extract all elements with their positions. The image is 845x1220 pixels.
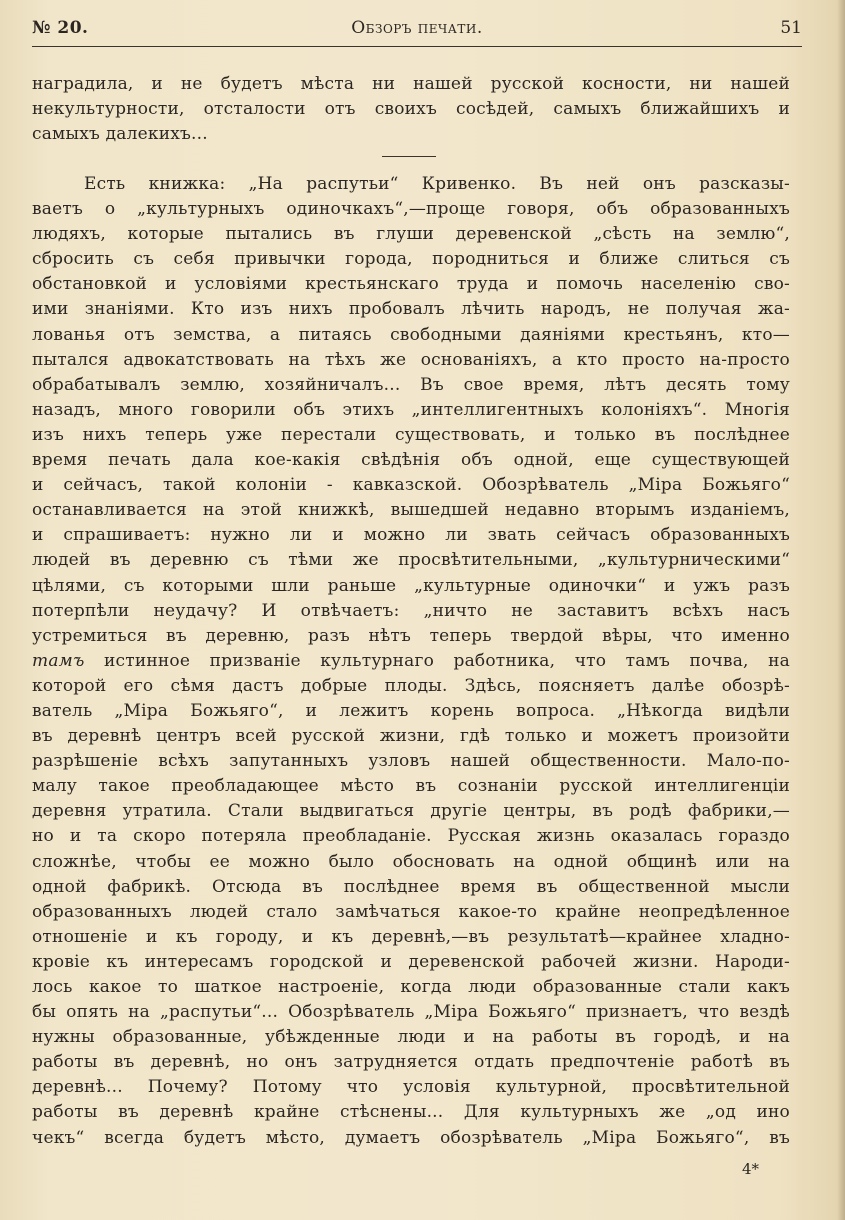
paragraph-1 [32,72,790,147]
section-separator [382,156,436,157]
text-line: бы опять на „распутьи“... Обозрѣватель „Міра Божьяго“ признаетъ, что вездѣ [32,1002,790,1023]
text-line: и спрашиваетъ: нужно ли и можно ли звать сейчасъ образованныхъ [32,525,790,546]
page-edge-shadow [837,0,845,1220]
text-line: назадъ, много говорили объ этихъ „интеллигентныхъ колоніяхъ“. Многія [32,399,790,420]
text-line: лованья отъ земства, а питаясь свободными даяніями крестьянъ, кто— [32,324,790,345]
text-line: останавливается на этой книжкѣ, вышедшей недавно вторымъ изданіемъ, [32,500,790,521]
text-line: отношеніе и къ городу, и къ деревнѣ,—въ результатѣ—крайнее хладно- [32,926,790,947]
text-line: цѣлями, съ которыми шли раньше „культурные одиночки“ и ужъ разъ [32,575,790,596]
text-line: самыхъ далекихъ... [32,124,208,145]
text-line: малу такое преобладающее мѣсто въ сознаніи русской интеллигенціи [32,776,790,797]
text-line: обрабатывалъ землю, хозяйничалъ... Въ свое время, лѣтъ десять тому [32,374,790,395]
text-line: наградила, и не будетъ мѣста ни нашей русской косности, ни нашей [32,74,790,94]
text-line: деревня утратила. Стали выдвигаться другіе центры, въ родѣ фабрики,— [32,801,790,822]
text-line: одной фабрикѣ. Отсюда въ послѣднее время въ общественной мысли [32,876,790,897]
text-line: которой его сѣмя дастъ добрые плоды. Здѣсь, поясняетъ далѣе обозрѣ- [32,675,790,696]
text-line: работы въ деревнѣ крайне стѣснены... Для культурныхъ же „од ино [32,1102,790,1123]
text-line: сложнѣе, чтобы ее можно было обосновать на одной общинѣ или на [32,851,790,872]
paragraph-2-lines-before [32,172,790,649]
text-line: сбросить съ себя привычки города, породниться и ближе слиться съ [32,249,790,270]
text-line: Есть книжка: „На распутьи“ Кривенко. Въ ней онъ разсказы- [84,174,790,194]
text-line: ватель „Міра Божьяго“, и лежитъ корень вопроса. „Нѣкогда видѣли [32,700,790,721]
text-line: въ деревнѣ центръ всей русской жизни, гдѣ только и можетъ произойти [32,726,790,747]
text-line: чекъ“ всегда будетъ мѣсто, думаетъ обозрѣватель „Міра Божьяго“, въ [32,1127,790,1148]
issue-number: № 20. [32,18,89,38]
text-line: разрѣшеніе всѣхъ запутанныхъ узловъ нашей общественности. Мало-по- [32,751,790,772]
text-line: лось какое то шаткое настроеніе, когда люди образованные стали какъ [32,977,790,997]
text-line: и сейчасъ, такой колоніи - кавказской. Обозрѣватель „Міра Божьяго“ [32,475,790,496]
text-line: образованныхъ людей стало замѣчаться какое-то крайне неопредѣленное [32,901,790,922]
text-line: потерпѣли неудачу? И отвѣчаетъ: „ничто не заставитъ всѣхъ насъ [32,600,790,621]
running-header [32,18,802,48]
text-line: пытался адвокатствовать на тѣхъ же основаніяхъ, а кто просто на-просто [32,349,790,370]
text-line: кровіе къ интересамъ городской и деревенской рабочей жизни. Народи- [32,951,790,972]
text-line: устремиться въ деревню, разъ нѣтъ теперь твердой вѣры, что именно [32,625,790,646]
signature-mark: 4* [742,1160,760,1178]
page-number: 51 [780,18,802,38]
text-line: нужны образованные, убѣжденные люди и на работы въ городѣ, и на [32,1027,790,1048]
text-line-with-italic [32,649,790,674]
text-line: работы въ деревнѣ, но онъ затрудняется отдать предпочтеніе работѣ въ [32,1052,790,1073]
paragraph-2 [32,172,790,1151]
text-line: изъ нихъ теперь уже перестали существовать, и только въ послѣднее [32,424,790,445]
text-line: ваетъ о „культурныхъ одиночкахъ“,—проще говоря, объ образованныхъ [32,199,790,220]
text-line: обстановкой и условіями крестьянскаго труда и помочь населенію сво- [32,274,790,295]
italic-line-rest: истинное призваніе культурнаго работника, что тамъ почва, на [84,650,790,671]
text-line: деревнѣ... Почему? Потому что условія культурной, просвѣтительной [32,1077,790,1098]
header-rule [32,46,802,47]
text-line: людей въ деревню съ тѣми же просвѣтительными, „культурническими“ [32,550,790,571]
paragraph-2-lines-after [32,674,790,1151]
text-line: людяхъ, которые пытались въ глуши деревенской „сѣсть на землю“, [32,224,790,245]
text-line: время печать дала кое-какія свѣдѣнія объ одной, еще существующей [32,450,790,471]
text-line: но и та скоро потеряла преобладаніе. Русская жизнь оказалась гораздо [32,826,790,847]
text-line: ими знаніями. Кто изъ нихъ пробовалъ лѣчить народъ, не получая жа- [32,299,790,320]
running-title: Обзоръ печати. [351,18,483,38]
italic-word: тамъ [32,650,85,671]
text-line: некультурности, отсталости отъ своихъ сосѣдей, самыхъ ближайшихъ и [32,99,790,120]
